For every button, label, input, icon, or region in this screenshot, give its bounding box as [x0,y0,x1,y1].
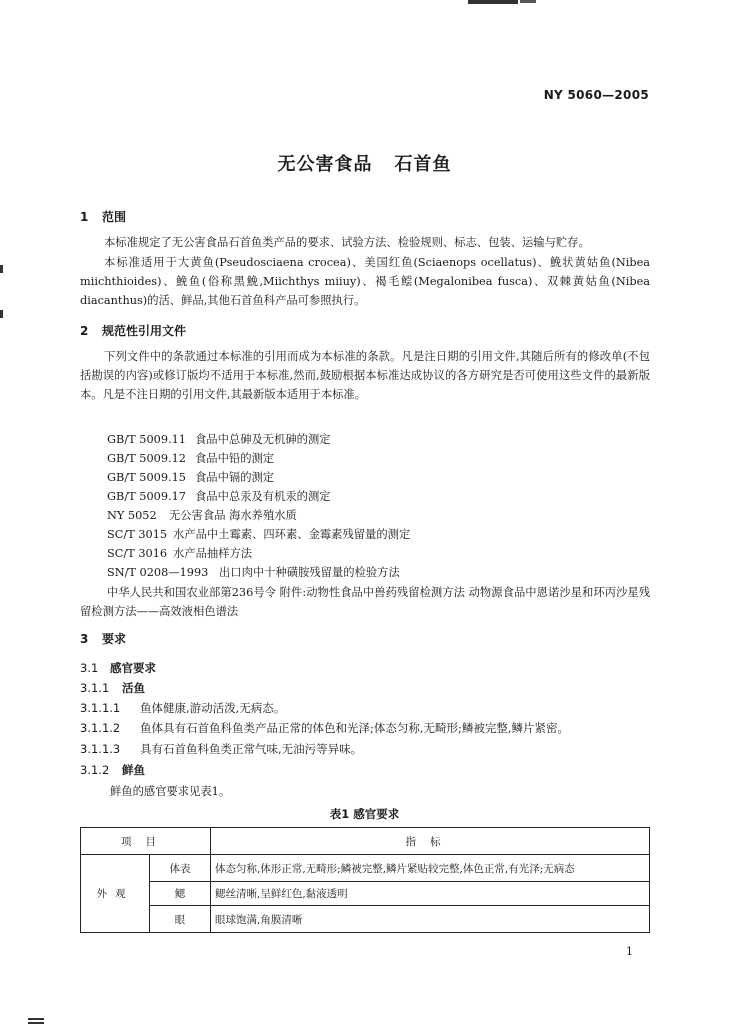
reference-code: NY 5052 [107,509,157,522]
reference-item [107,488,331,504]
reference-title: 水产品抽样方法 [173,547,253,560]
subsection-title: 感官要求 [110,661,156,675]
subsection-heading [80,680,145,696]
reference-item [107,564,400,580]
subsection-number: 3.1 [80,661,99,675]
value-cell: 眼球饱满,角膜清晰 [211,906,650,933]
section-title: 要求 [102,632,127,646]
reference-item [107,431,331,447]
clause-text: 鱼体具有石首鱼科鱼类产品正常的体色和光泽;体态匀称,无畸形;鳞被完整,鳞片紧密。 [140,721,570,735]
table-row [81,882,650,906]
reference-item [107,469,274,485]
reference-title: 无公害食品 海水养殖水质 [169,509,297,522]
paragraph: 本标准规定了无公害食品石首鱼类产品的要求、试验方法、检验规则、标志、包装、运输与贮存。 [104,236,590,249]
title-part2: 石首鱼 [394,154,452,175]
clause-number: 3.1.1.2 [80,721,121,735]
scan-artifact [0,310,3,318]
reference-item [107,545,252,561]
scan-artifact [28,1018,44,1020]
subsection-heading [80,660,156,676]
standard-number: NY 5060—2005 [543,88,649,102]
reference-code: GB/T 5009.12 [107,452,186,465]
reference-item [107,507,297,523]
reference-code: SC/T 3016 [107,547,168,560]
page-title [0,150,729,176]
reference-code: GB/T 5009.17 [107,490,186,503]
reference-title: 出口肉中十种磺胺残留量的检验方法 [219,566,400,579]
clause-text: 鱼体健康,游动活泼,无病态。 [140,701,286,715]
scan-artifact [0,265,3,273]
clause [80,720,569,736]
item-cell: 眼 [150,906,211,933]
group-cell: 外观 [81,855,150,933]
subsection-number: 3.1.1 [80,681,110,695]
section-number: 2 [80,324,89,338]
item-cell: 体表 [150,855,211,882]
section-heading [80,322,186,339]
sensory-table [80,827,650,933]
paragraph: 本标准适用于大黄鱼(Pseudosciaena crocea)、美国红鱼(Sciaenops ocellatus)、鮸状黄姑鱼(Nibea miichthioides)、鮸鱼(俗称黑鮸,Miichthys miiuy)、褐毛鲿(Megalonibea fusca)、双棘黄姑鱼(Nibea diacanthus)的活、鲜品,其他石首鱼科产品可参照执行。 [80,256,650,307]
paragraph: 下列文件中的条款通过本标准的引用而成为本标准的条款。凡是注日期的引用文件,其随后所有的修改单(不包括勘误的内容)或修订版均不适用于本标准,然而,鼓励根据本标准达成协议的各方研究是否可使用这些文件的最新版本。凡是不注日期的引用文件,其最新版本适用于本标准。 [80,350,650,401]
reference-code: SN/T 0208—1993 [107,566,209,579]
scan-artifact [468,0,518,4]
reference-title: 食品中铅的测定 [195,452,275,465]
reference-code: GB/T 5009.15 [107,471,186,484]
paragraph: 中华人民共和国农业部第236号令 附件:动物性食品中兽药残留检测方法 动物源食品中恩诺沙星和环丙沙星残留检测方法——高效液相色谱法 [80,586,650,618]
title-part1: 无公害食品 [277,154,373,175]
table-header-row [81,828,650,855]
reference-title: 食品中总砷及无机砷的测定 [195,433,331,446]
section-heading [80,630,126,647]
section-heading [80,208,126,225]
clause [80,700,285,716]
subsection-heading [80,762,145,778]
reference-code: GB/T 5009.11 [107,433,186,446]
reference-item [107,526,410,542]
section-number: 1 [80,210,89,224]
subsection-title: 活鱼 [122,681,145,695]
table-row [81,855,650,882]
paragraph: 鲜鱼的感官要求见表1。 [110,785,231,798]
value-cell: 鳃丝清晰,呈鲜红色,黏液透明 [211,882,650,906]
subsection-title: 鲜鱼 [122,763,145,777]
header-indicator: 指标 [211,828,650,855]
table-row [81,906,650,933]
section-title: 规范性引用文件 [102,324,187,338]
section-number: 3 [80,632,89,646]
section-title: 范围 [102,210,127,224]
reference-title: 食品中镉的测定 [195,471,275,484]
header-item: 项目 [81,828,211,855]
clause-text: 具有石首鱼科鱼类正常气味,无油污等异味。 [140,742,363,756]
clause-number: 3.1.1.1 [80,701,121,715]
scan-artifact [520,0,536,3]
reference-title: 水产品中土霉素、四环素、金霉素残留量的测定 [173,528,411,541]
reference-code: SC/T 3015 [107,528,168,541]
page-number: 1 [626,945,633,958]
subsection-number: 3.1.2 [80,763,110,777]
item-cell: 鳃 [150,882,211,906]
reference-title: 食品中总汞及有机汞的测定 [195,490,331,503]
table-caption: 表1 感官要求 [329,807,400,821]
clause [80,741,362,757]
value-cell: 体态匀称,体形正常,无畸形;鳞被完整,鳞片紧贴较完整,体色正常,有光泽;无病态 [211,855,650,882]
reference-item [107,450,274,466]
clause-number: 3.1.1.3 [80,742,121,756]
